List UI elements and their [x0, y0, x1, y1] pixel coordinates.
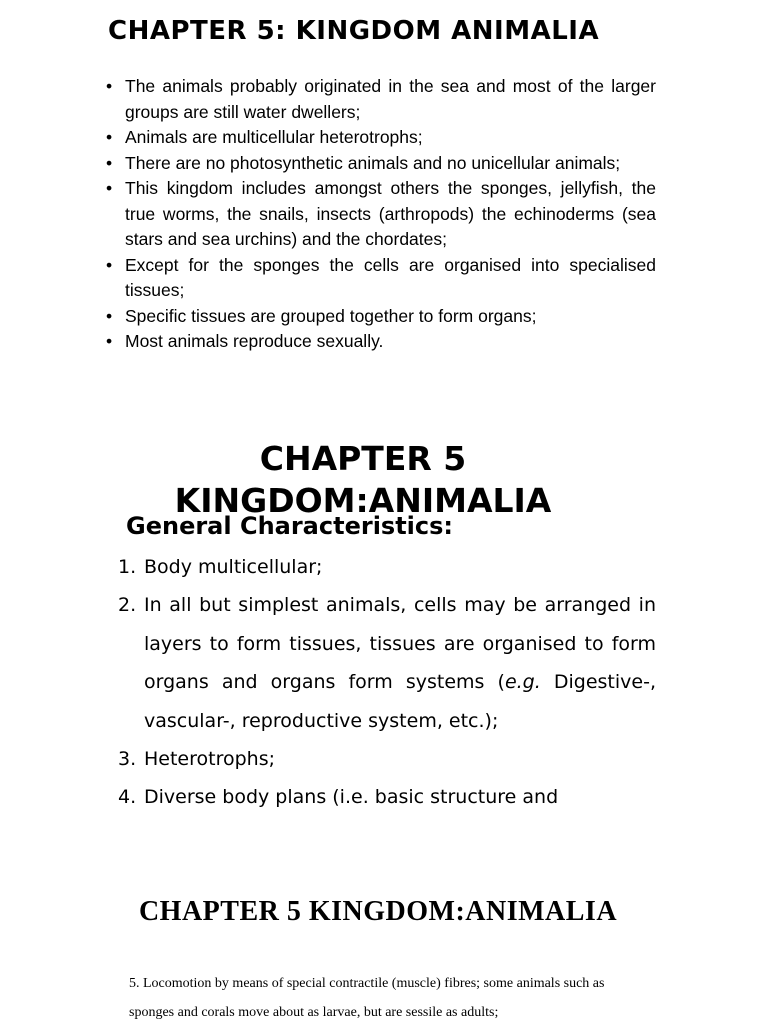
bullet-icon: • [106, 305, 113, 326]
chapter-title-line: CHAPTER 5 [259, 439, 467, 478]
list-item-text: Animals are multicellular heterotrophs; [125, 127, 423, 147]
list-item [106, 74, 656, 125]
bullet-icon: • [106, 76, 113, 96]
list-item-text: There are no photosynthetic animals and no unicellular animals; [125, 152, 621, 173]
list-item [106, 151, 656, 177]
item-text: Diverse body plans (i.e. basic structure and [144, 786, 559, 809]
item-text: Heterotrophs; [144, 748, 276, 771]
item-number: 4. [118, 786, 137, 809]
chapter-heading: CHAPTER 5 KINGDOM:ANIMALIA [138, 896, 618, 927]
list-item-text: The animals probably originated in the sea and most of the larger groups are still water dwellers; [125, 76, 656, 122]
numbered-item [118, 548, 656, 586]
list-item [106, 329, 656, 355]
item-number: 1. [118, 556, 137, 578]
bullet-icon: • [106, 254, 113, 275]
list-item [106, 125, 656, 151]
item-text-italic: e.g. [504, 671, 541, 694]
bullet-icon: • [106, 127, 113, 147]
list-item [106, 253, 656, 304]
chapter-title [140, 438, 586, 522]
list-item-text: Specific tissues are grouped together to form organs; [125, 305, 537, 326]
numbered-item [118, 586, 656, 740]
list-item-text: Most animals reproduce sexually. [125, 331, 384, 351]
bullet-list [106, 74, 656, 355]
list-item [106, 176, 656, 253]
item-number: 2. [118, 594, 137, 617]
item-text: In all but simplest animals, cells may be arranged in layers to form tissues, tissues are organised to form organs and organs form systems ( [144, 594, 656, 694]
list-item-text: This kingdom includes amongst others the sponges, jellyfish, the true worms, the snails, insects (arthropods) the echinoderms (sea stars and sea urchins) and the chordates; [125, 178, 656, 249]
list-item [106, 304, 656, 330]
numbered-list [118, 548, 656, 817]
bullet-icon: • [106, 152, 113, 173]
chapter-title-line: KINGDOM:ANIMALIA [174, 481, 552, 520]
item-number: 3. [118, 748, 137, 771]
bullet-icon: • [106, 178, 113, 198]
item-text: Body multicellular; [144, 556, 323, 578]
section-subtitle: General Characteristics: [126, 512, 454, 540]
list-item-text: Except for the sponges the cells are organised into specialised tissues; [125, 254, 656, 300]
item-text: Digestive-, vascular-, reproductive system, etc.); [144, 671, 656, 732]
numbered-item [118, 740, 656, 778]
chapter-heading: CHAPTER 5: KINGDOM ANIMALIA [108, 16, 600, 46]
paragraph: 5. Locomotion by means of special contractile (muscle) fibres; some animals such as sponges and corals move about as larvae, but are sessile as adults; [129, 976, 605, 1020]
numbered-item [118, 778, 656, 816]
bullet-icon: • [106, 331, 113, 351]
